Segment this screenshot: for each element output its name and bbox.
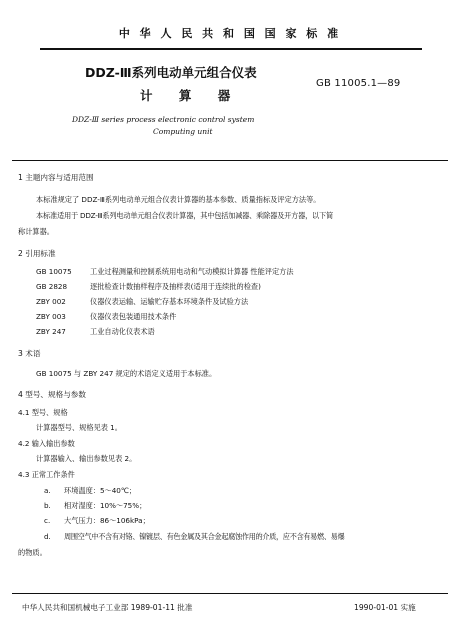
reference-code: ZBY 002 xyxy=(36,297,66,306)
section-3-heading: 3 术语 xyxy=(18,349,41,358)
reference-code: ZBY 247 xyxy=(36,327,66,336)
reference-title: 工业自动化仪表术语 xyxy=(90,327,155,336)
condition-item-text: 周围空气中不含有对铬、镍镀层、有色金属及其合金起腐蚀作用的介质，应不含有易燃、易爆 xyxy=(64,532,345,541)
reference-title: 工业过程测量和控制系统用电动和气动模拟计算器 性能评定方法 xyxy=(90,267,294,276)
condition-item-text: 大气压力：86～106kPa； xyxy=(64,516,150,525)
english-title: DDZ-Ⅲ series process electronic control system xyxy=(72,115,255,124)
reference-code: GB 10075 xyxy=(36,267,72,276)
document-title: DDZ-Ⅲ系列电动单元组合仪表 xyxy=(85,65,257,80)
reference-title: 逐批检查计数抽样程序及抽样表(适用于连续批的检查) xyxy=(90,282,261,291)
approval-line: 中华人民共和国机械电子工业部 1989-01-11 批准 xyxy=(22,603,193,612)
condition-item-mark: c. xyxy=(44,516,51,525)
condition-item-tail: 的物质。 xyxy=(18,548,47,557)
section-4-heading: 4 型号、规格与参数 xyxy=(18,390,86,399)
section-4-1-heading: 4.1 型号、规格 xyxy=(18,408,68,417)
section-1-paragraph-2-line-2: 称计算器。 xyxy=(18,227,54,236)
standard-body-header: 中 华 人 民 共 和 国 国 家 标 准 xyxy=(118,27,342,40)
reference-code: GB 2828 xyxy=(36,282,68,291)
section-1-heading: 1 主题内容与适用范围 xyxy=(18,173,94,182)
reference-title: 仪器仪表包装通用技术条件 xyxy=(90,312,177,321)
english-subtitle: Computing unit xyxy=(153,127,213,136)
title-rule xyxy=(12,160,448,161)
section-1-paragraph-2-line-1: 本标准适用于 DDZ-Ⅲ系列电动单元组合仪表计算器，其中包括加减器、乘除器及开方器，以下简 xyxy=(36,211,334,220)
document-subtitle: 计 算 器 xyxy=(140,88,242,103)
header-rule xyxy=(40,48,422,50)
section-1-paragraph-1: 本标准规定了 DDZ-Ⅲ系列电动单元组合仪表计算器的基本参数、质量指标及评定方法等。 xyxy=(36,195,321,204)
section-3-text: GB 10075 与 ZBY 247 规定的术语定义适用于本标准。 xyxy=(36,369,217,378)
condition-item-mark: b. xyxy=(44,501,51,510)
condition-item-mark: d. xyxy=(44,532,51,541)
reference-title: 仪器仪表运输、运输贮存基本环境条件及试验方法 xyxy=(90,297,249,306)
section-4-1-text: 计算器型号、规格见表 1。 xyxy=(36,423,122,432)
section-4-2-heading: 4.2 输入输出参数 xyxy=(18,439,75,448)
reference-code: ZBY 003 xyxy=(36,312,66,321)
effective-date: 1990-01-01 实施 xyxy=(354,603,416,612)
section-4-3-heading: 4.3 正常工作条件 xyxy=(18,470,75,479)
standard-number: GB 11005.1—89 xyxy=(316,78,401,89)
condition-item-text: 环境温度：5～40℃； xyxy=(64,486,137,495)
condition-item-text: 相对湿度：10%～75%； xyxy=(64,501,147,510)
section-4-2-text: 计算器输入、输出参数见表 2。 xyxy=(36,454,137,463)
footer-rule xyxy=(12,593,448,594)
section-2-heading: 2 引用标准 xyxy=(18,249,56,258)
condition-item-mark: a. xyxy=(44,486,51,495)
